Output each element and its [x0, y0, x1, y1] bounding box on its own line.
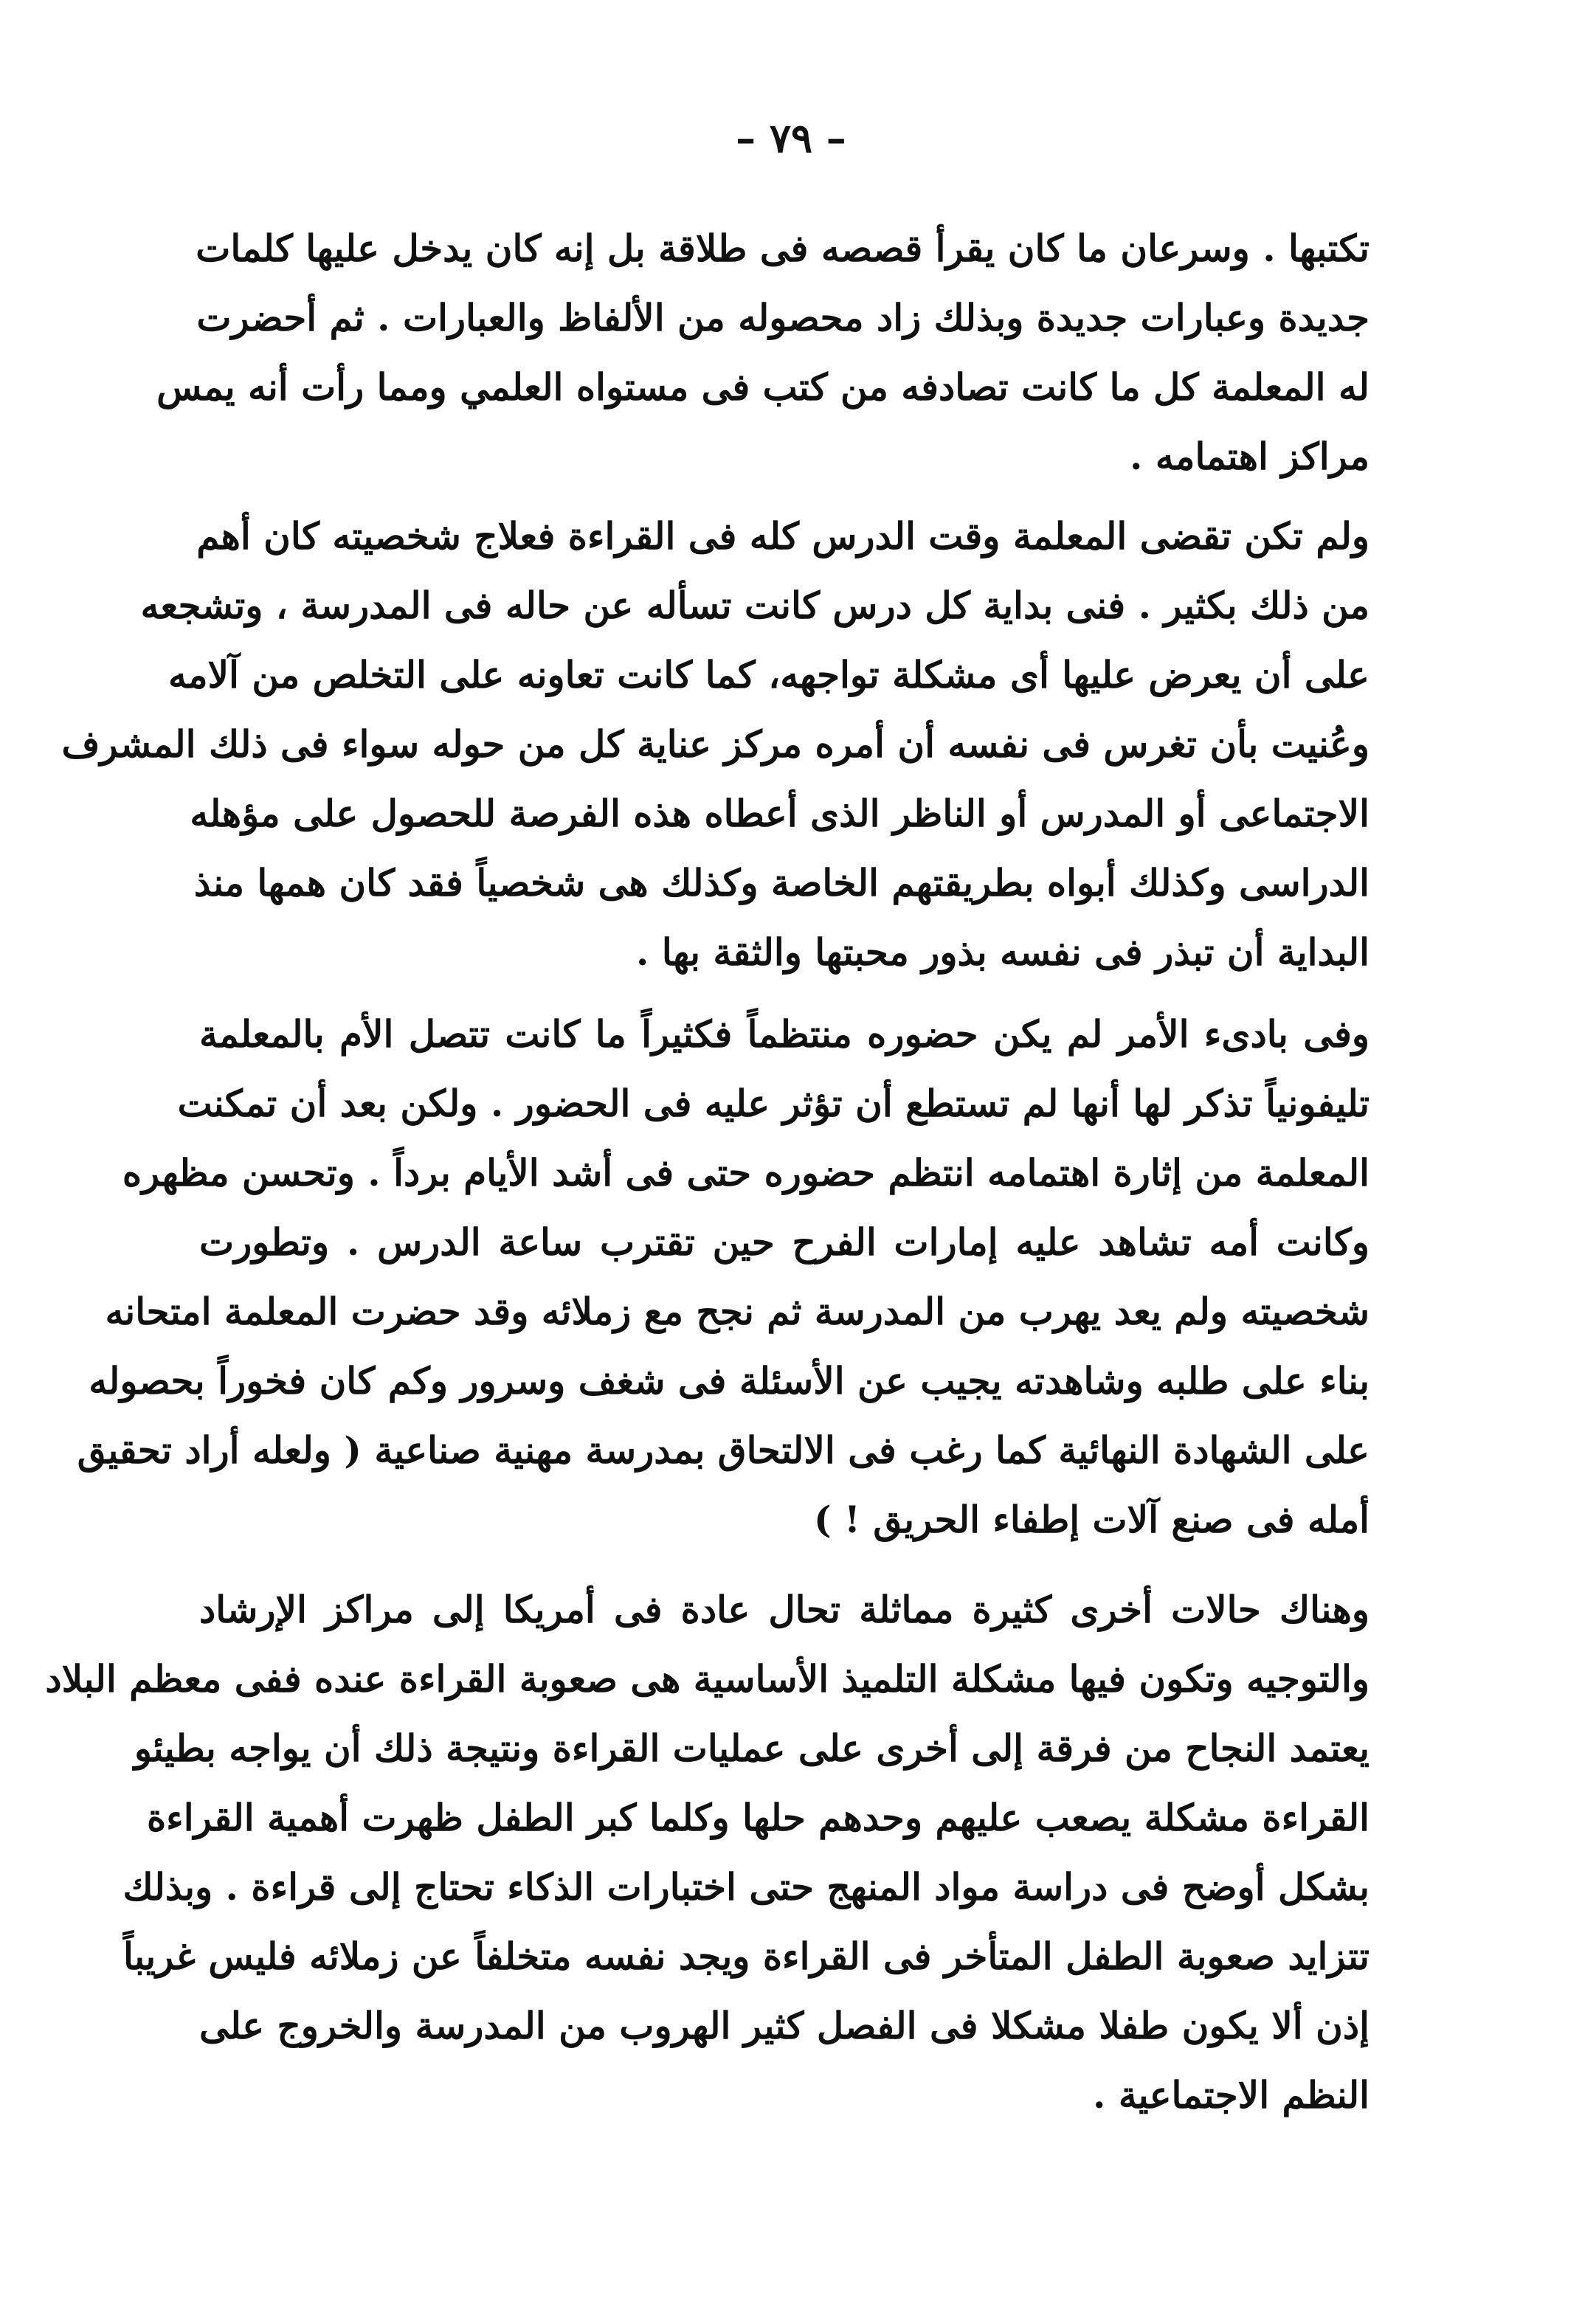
paragraph-line: شخصيته ولم يعد يهرب من المدرسة ثم نجح مع زملائه وقد حضرت المعلمة امتحانه — [105, 1290, 1369, 1333]
paragraph-line: القراءة مشكلة يصعب عليهم وحدهم حلها وكلما كبر الطفل ظهرت أهمية القراءة — [146, 1796, 1369, 1839]
paragraph-line: بشكل أوضح فى دراسة مواد المنهج حتى اختبارات الذكاء تحتاج إلى قراءة . وبذلك — [122, 1865, 1369, 1909]
paragraph-line: الدراسى وكذلك أبواه بطريقتهم الخاصة وكذلك هى شخصياً فقد كان همها منذ — [193, 861, 1369, 905]
paragraph-line: له المعلمة كل ما كانت تصادفه من كتب فى مستواه العلمي ومما رأت أنه يمس — [156, 365, 1369, 409]
paragraph-line: إذن ألا يكون طفلا مشكلا فى الفصل كثير الهروب من المدرسة والخروج على — [199, 2004, 1369, 2047]
paragraph-line: المعلمة من إثارة اهتمامه انتظم حضوره حتى فى أشد الأيام برداً . وتحسن مظهره — [122, 1151, 1369, 1194]
paragraph-1 — [156, 214, 1369, 491]
paragraph-line: بناء على طلبه وشاهدته يجيب عن الأسئلة فى شغف وسرور وكم كان فخوراً بحصوله — [89, 1359, 1369, 1403]
paragraph-line: على أن يعرض عليها أى مشكلة تواجهه، كما كانت تعاونه على التخلص من آلامه — [167, 653, 1369, 696]
paragraph-line: مراكز اهتمامه . — [1130, 435, 1369, 478]
paragraph-line: والتوجيه وتكون فيها مشكلة التلميذ الأساسية هى صعوبة القراءة عنده ففى معظم البلاد — [45, 1657, 1369, 1701]
paragraph-line: تليفونياً تذكر لها أنها لم تستطع أن تؤثر عليه فى الحضور . ولكن بعد أن تمكنت — [177, 1082, 1369, 1125]
paragraph-line: وعُنيت بأن تغرس فى نفسه أن أمره مركز عناية كل من حوله سواء فى ذلك المشرف — [61, 722, 1369, 766]
paragraph-line: وكانت أمه تشاهد عليه إمارات الفرح حين تقترب ساعة الدرس . وتطورت — [199, 1220, 1369, 1264]
paragraph-line: يعتمد النجاح من فرقة إلى أخرى على عمليات القراءة ونتيجة ذلك أن يواجه بطيئو — [134, 1726, 1369, 1770]
paragraph-line: ولم تكن تقضى المعلمة وقت الدرس كله فى القراءة فعلاج شخصيته كان أهم — [196, 514, 1369, 558]
paragraph-line: الاجتماعى أو المدرس أو الناظر الذى أعطاه هذه الفرصة للحصول على مؤهله — [190, 792, 1369, 835]
paragraph-line: جديدة وعبارات جديدة وبذلك زاد محصوله من الألفاظ والعبارات . ثم أحضرت — [196, 296, 1369, 339]
paragraph-line: وهناك حالات أخرى كثيرة مماثلة تحال عادة فى أمريكا إلى مراكز الإرشاد — [199, 1588, 1369, 1631]
paragraph-line: النظم الاجتماعية . — [1093, 2073, 1369, 2117]
paragraph-2 — [61, 502, 1369, 987]
paragraph-line: تكتبها . وسرعان ما كان يقرأ قصصه فى طلاقة بل إنه كان يدخل عليها كلمات — [196, 226, 1369, 270]
paragraph-line: تتزايد صعوبة الطفل المتأخر فى القراءة ويجد نفسه متخلفاً عن زملائه فليس غريباً — [122, 1934, 1369, 1978]
paragraph-4 — [45, 1575, 1369, 2130]
paragraph-line: من ذلك بكثير . فنى بداية كل درس كانت تسأله عن حاله فى المدرسة ، وتشجعه — [140, 584, 1369, 627]
paragraph-line: أمله فى صنع آلات إطفاء الحريق ! ) — [813, 1498, 1369, 1541]
paragraph-3 — [77, 1000, 1369, 1554]
paragraph-line: البداية أن تبذر فى نفسه بذور محبتها والثقة بها . — [636, 930, 1369, 974]
page-number: – ٧٩ – — [736, 114, 846, 162]
paragraph-line: وفى بادىء الأمر لم يكن حضوره منتظماً فكثيراً ما كانت تتصل الأم بالمعلمة — [199, 1012, 1369, 1056]
paragraph-line: على الشهادة النهائية كما رغب فى الالتحاق بمدرسة مهنية صناعية ( ولعله أراد تحقيق — [77, 1428, 1369, 1472]
